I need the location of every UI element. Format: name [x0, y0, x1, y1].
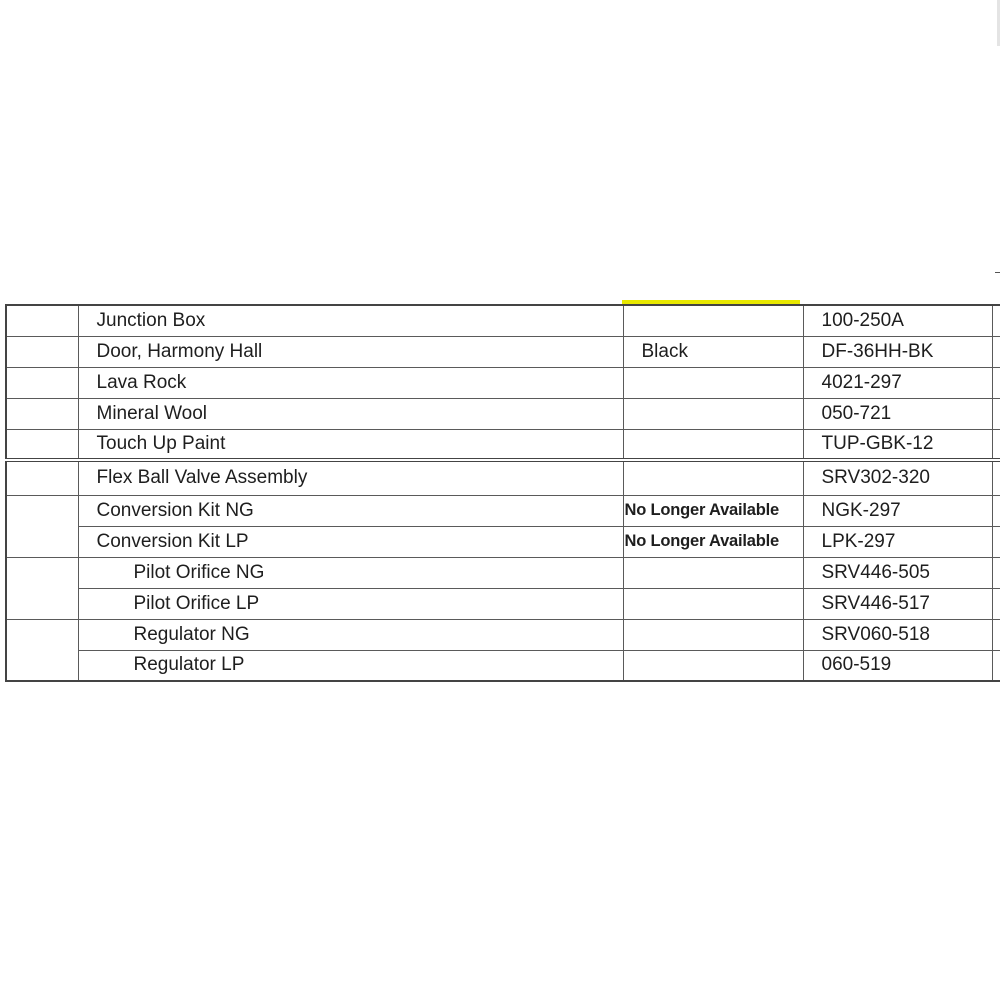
description-cell: Lava Rock: [78, 367, 623, 398]
item-cell: [6, 650, 78, 681]
extra-cell: [992, 367, 1000, 398]
extra-cell: [992, 305, 1000, 336]
description-cell: Regulator NG: [78, 619, 623, 650]
part-number-cell: LPK-297: [803, 526, 992, 557]
description-cell: Mineral Wool: [78, 398, 623, 429]
table-row: [6, 398, 1000, 429]
note-cell: [623, 650, 803, 681]
table-row: [6, 526, 1000, 557]
note-cell: [623, 460, 803, 495]
extra-cell: [992, 495, 1000, 526]
note-cell: [623, 367, 803, 398]
part-number-cell: SRV060-518: [803, 619, 992, 650]
description-cell: Pilot Orifice NG: [78, 557, 623, 588]
part-number-cell: SRV446-517: [803, 588, 992, 619]
part-number-cell: SRV446-505: [803, 557, 992, 588]
item-cell: [6, 429, 78, 460]
item-cell: [6, 367, 78, 398]
table-row: [6, 336, 1000, 367]
description-cell: Flex Ball Valve Assembly: [78, 460, 623, 495]
description-cell: Door, Harmony Hall: [78, 336, 623, 367]
item-cell: [6, 305, 78, 336]
description-cell: Junction Box: [78, 305, 623, 336]
part-number-cell: 100-250A: [803, 305, 992, 336]
extra-cell: [992, 398, 1000, 429]
description-cell: Conversion Kit LP: [78, 526, 623, 557]
availability-note-cell: No Longer Available: [623, 495, 803, 526]
item-cell: [6, 526, 78, 557]
table-row: [6, 557, 1000, 588]
note-cell: [623, 557, 803, 588]
description-cell: Pilot Orifice LP: [78, 588, 623, 619]
note-cell: [623, 305, 803, 336]
item-cell: [6, 557, 78, 588]
item-cell: [6, 495, 78, 526]
table-row: [6, 588, 1000, 619]
item-cell: [6, 336, 78, 367]
part-number-cell: TUP-GBK-12: [803, 429, 992, 460]
description-cell: Regulator LP: [78, 650, 623, 681]
description-cell: Conversion Kit NG: [78, 495, 623, 526]
page-edge-tick: [995, 272, 1000, 273]
note-cell: [623, 429, 803, 460]
item-cell: [6, 398, 78, 429]
note-cell: [623, 619, 803, 650]
extra-cell: [992, 588, 1000, 619]
note-cell: Black: [623, 336, 803, 367]
extra-cell: [992, 526, 1000, 557]
part-number-cell: SRV302-320: [803, 460, 992, 495]
extra-cell: [992, 336, 1000, 367]
availability-note-cell: No Longer Available: [623, 526, 803, 557]
table-row: [6, 460, 1000, 495]
description-cell: Touch Up Paint: [78, 429, 623, 460]
table-row: [6, 650, 1000, 681]
table-row: [6, 429, 1000, 460]
note-cell: [623, 588, 803, 619]
extra-cell: [992, 650, 1000, 681]
part-number-cell: 4021-297: [803, 367, 992, 398]
part-number-cell: NGK-297: [803, 495, 992, 526]
extra-cell: [992, 460, 1000, 495]
table-row: [6, 305, 1000, 336]
table-row: [6, 495, 1000, 526]
part-number-cell: 050-721: [803, 398, 992, 429]
parts-table: [5, 304, 1000, 682]
part-number-cell: 060-519: [803, 650, 992, 681]
item-cell: [6, 588, 78, 619]
part-number-cell: DF-36HH-BK: [803, 336, 992, 367]
item-cell: [6, 460, 78, 495]
extra-cell: [992, 429, 1000, 460]
table-row: [6, 619, 1000, 650]
extra-cell: [992, 619, 1000, 650]
item-cell: [6, 619, 78, 650]
extra-cell: [992, 557, 1000, 588]
note-cell: [623, 398, 803, 429]
table-row: [6, 367, 1000, 398]
